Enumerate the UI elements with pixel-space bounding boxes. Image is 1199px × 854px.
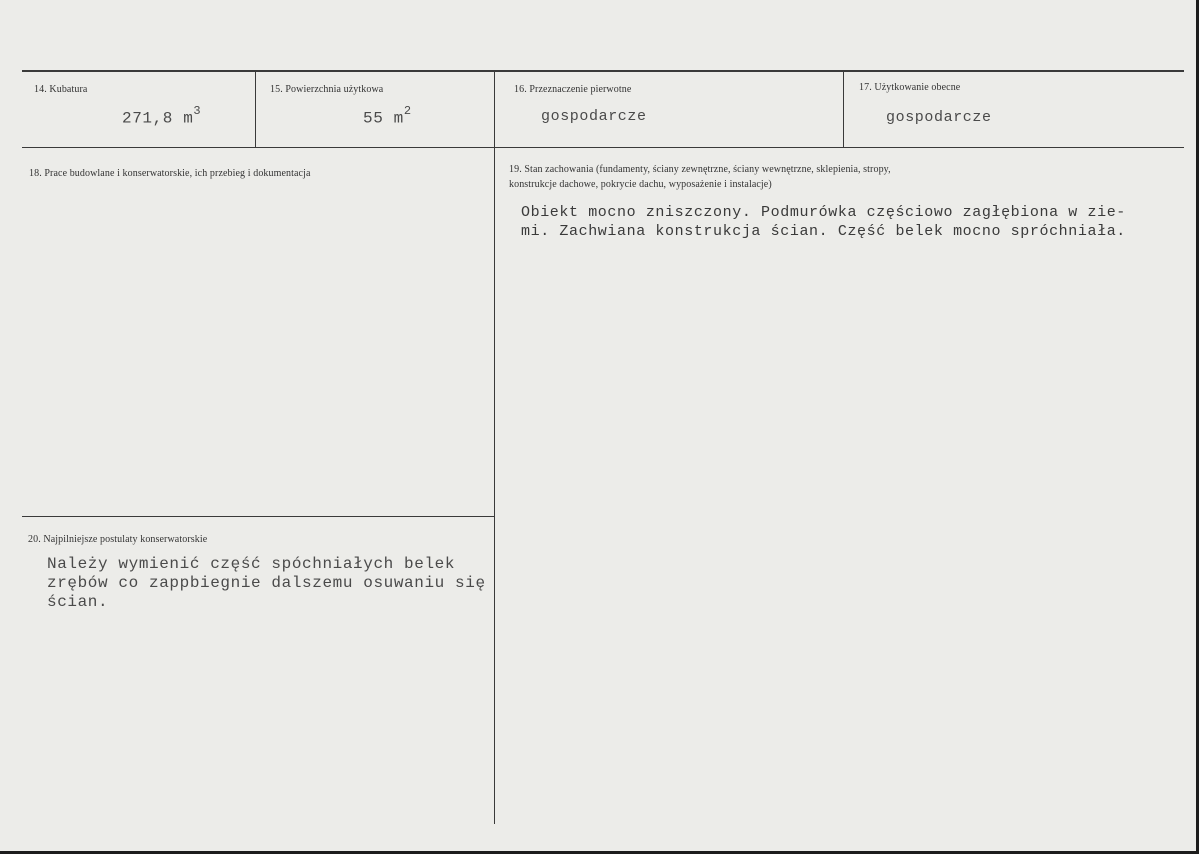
field-20-text-line3: ścian.	[47, 593, 109, 611]
field-17-label: 17. Użytkowanie obecne	[859, 82, 961, 93]
field-15-unit-exponent: 2	[403, 104, 412, 118]
divider-14-15	[255, 72, 256, 147]
field-15-value	[363, 106, 412, 127]
field-20-text-line2: zrębów co zappbiegnie dalszemu osuwaniu się	[47, 574, 486, 592]
field-16-label: 16. Przeznaczenie pierwotne	[514, 84, 632, 95]
field-19-label-line2: konstrukcje dachowe, pokrycie dachu, wyposażenie i instalacje)	[509, 179, 772, 190]
field-19-text-line2: mi. Zachwiana konstrukcja ścian. Część belek mocno spróchniała.	[521, 223, 1126, 240]
divider-15-16	[494, 72, 495, 824]
field-17-value: gospodarcze	[886, 109, 992, 126]
field-20-text-line1: Należy wymienić część spóchniałych belek	[47, 555, 456, 573]
field20-top-rule	[22, 516, 494, 517]
field-15-value-text: 55 m	[363, 109, 404, 128]
field-14-label: 14. Kubatura	[34, 84, 88, 95]
field-14-value	[122, 106, 201, 127]
field-19-label-line1: 19. Stan zachowania (fundamenty, ściany zewnętrzne, ściany wewnętrzne, sklepienia, stropy,	[509, 164, 891, 175]
divider-16-17	[843, 72, 844, 147]
field-15-label: 15. Powierzchnia użytkowa	[270, 84, 384, 95]
top-rule	[22, 70, 1184, 72]
field-20-label: 20. Najpilniejsze postulaty konserwatorskie	[28, 534, 208, 545]
field-14-unit-exponent: 3	[193, 104, 202, 118]
field-14-value-text: 271,8 m	[122, 109, 194, 128]
field-16-value: gospodarcze	[541, 108, 647, 125]
field-19-text-line1: Obiekt mocno zniszczony. Podmurówka częściowo zagłębiona w zie-	[521, 204, 1126, 221]
row1-bottom-rule	[22, 147, 1184, 148]
field-18-label: 18. Prace budowlane i konserwatorskie, ich przebieg i dokumentacja	[29, 168, 311, 179]
